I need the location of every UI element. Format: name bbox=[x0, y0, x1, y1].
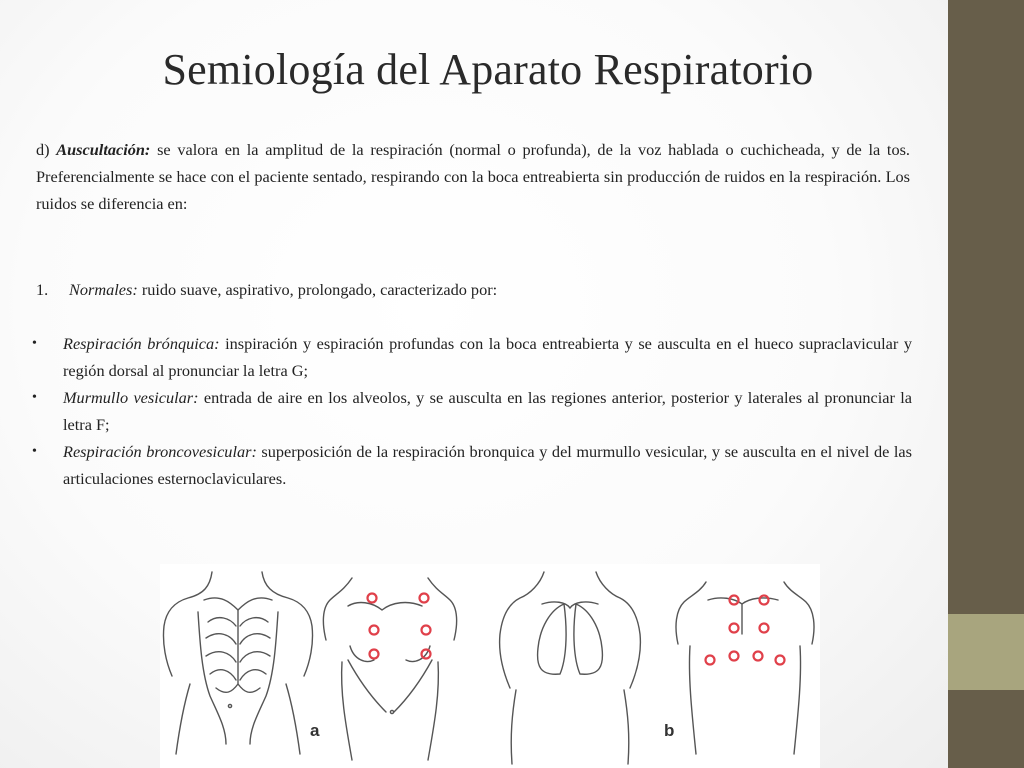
numbered-item bbox=[36, 276, 910, 303]
bullet-marker: • bbox=[32, 336, 37, 351]
bullet-term: Respiración broncovesicular: bbox=[63, 442, 257, 461]
bullet-text: entrada de aire en los alveolos, y se ausculta en las regiones anterior, posterior y laterales al pronunciar la letra F; bbox=[63, 388, 913, 434]
intro-term: Auscultación: bbox=[56, 140, 151, 159]
bullet-list bbox=[30, 330, 912, 492]
figure-label-a: a bbox=[310, 721, 320, 740]
bullet-term: Respiración brónquica: bbox=[63, 334, 220, 353]
bullet-marker: • bbox=[32, 390, 37, 405]
side-accent-block bbox=[948, 614, 1024, 690]
intro-text: se valora en la amplitud de la respiración (normal o profunda), de la voz hablada o cuchicheada, y de la tos. Preferencialmente se hace con el paciente sentado, respirando con la boca entreabierta sin producción de ruidos en la respiración. Los ruidos se diferencia en: bbox=[36, 140, 910, 213]
intro-paragraph bbox=[36, 136, 910, 217]
intro-prefix: d) bbox=[36, 140, 57, 159]
numbered-item-text: ruido suave, aspirativo, prolongado, caracterizado por: bbox=[137, 280, 498, 299]
bullet-item bbox=[30, 384, 912, 438]
slide-title: Semiología del Aparato Respiratorio bbox=[162, 45, 814, 94]
figure-background bbox=[160, 564, 820, 768]
bullet-text: inspiración y espiración profundas con la boca entreabierta y se ausculta en el hueco supraclavicular y región dorsal al pronunciar la letra G; bbox=[63, 334, 912, 380]
auscultation-figure bbox=[160, 564, 820, 768]
numbered-item-number: 1. bbox=[36, 280, 49, 299]
bullet-marker: • bbox=[32, 444, 37, 459]
numbered-item-term: Normales: bbox=[69, 280, 138, 299]
bullet-item bbox=[30, 438, 912, 492]
bullet-item bbox=[30, 330, 912, 384]
figure-label-b: b bbox=[664, 721, 675, 740]
bullet-text: superposición de la respiración bronquica y del murmullo vesicular, y se ausculta en el nivel de las articulaciones esternoclaviculares. bbox=[63, 442, 912, 488]
bullet-term: Murmullo vesicular: bbox=[63, 388, 199, 407]
